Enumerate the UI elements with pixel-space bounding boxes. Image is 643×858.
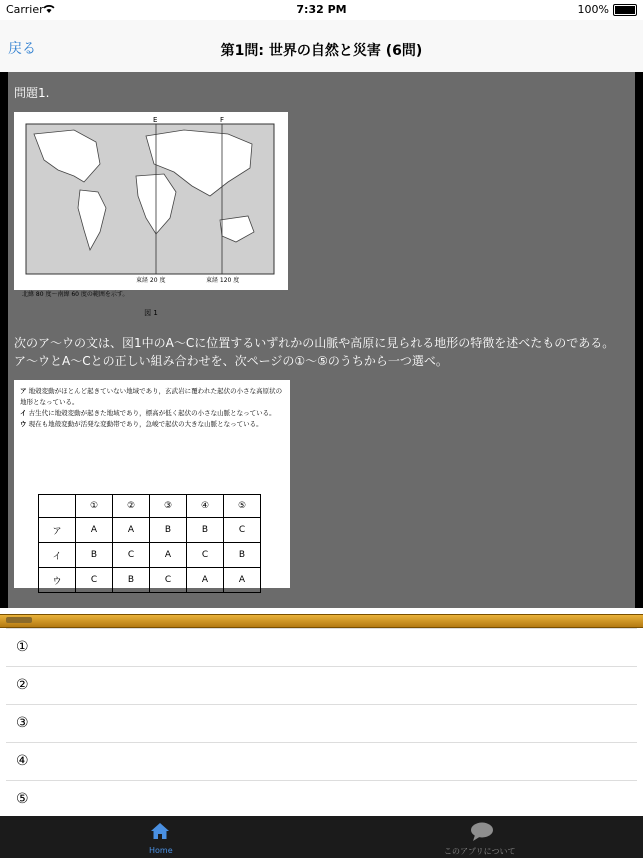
table-cell: A	[224, 568, 261, 593]
table-cell: A	[150, 543, 187, 568]
option-label: ④	[16, 753, 29, 769]
combination-table	[38, 494, 261, 593]
table-row-label: イ	[39, 543, 76, 568]
table-cell: C	[76, 568, 113, 593]
option-2[interactable]	[6, 666, 637, 704]
table-cell: C	[187, 543, 224, 568]
table-header: ①	[76, 495, 113, 518]
answer-table-figure	[14, 380, 290, 588]
table-cell: B	[187, 518, 224, 543]
resize-handle-bar[interactable]	[0, 614, 643, 628]
tab-home-label: Home	[149, 846, 173, 855]
table-cell: C	[113, 543, 150, 568]
option-3[interactable]	[6, 704, 637, 742]
navigation-bar	[0, 20, 643, 72]
tab-about[interactable]	[430, 816, 534, 858]
table-row-label: ウ	[39, 568, 76, 593]
statement-a: ア 地殻変動がほとんど起きていない地域であり，玄武岩に覆われた起伏の小さな高原状の地形となっている。	[20, 387, 283, 406]
question-number: 問題1.	[14, 86, 50, 100]
tab-home[interactable]	[130, 816, 190, 858]
option-5[interactable]	[6, 780, 637, 818]
battery-icon	[613, 4, 637, 16]
resize-grip[interactable]	[6, 617, 32, 623]
table-cell: A	[113, 518, 150, 543]
question-panel	[8, 72, 635, 608]
clock: 7:32 PM	[296, 3, 347, 16]
option-label: ⑤	[16, 791, 29, 807]
tab-about-label: このアプリについて	[444, 847, 516, 856]
table-header: ④	[187, 495, 224, 518]
table-cell: A	[187, 568, 224, 593]
table-header: ②	[113, 495, 150, 518]
house-icon	[150, 822, 170, 844]
table-cell: C	[150, 568, 187, 593]
status-bar	[0, 0, 643, 20]
table-row-label: ア	[39, 518, 76, 543]
statement-list	[20, 386, 284, 430]
carrier-label: Carrier	[6, 3, 44, 16]
map-lon20: 東経 20 度	[136, 277, 166, 284]
question-text: 次のア～ウの文は、図1中のA～Cに位置するいずれかの山脈や高原に見られる地形の特徴を述べたものである。ア～ウとA～Cとの正しい組み合わせを、次ページの①～⑤のうちから一つ選べ。	[14, 336, 615, 368]
table-cell: B	[76, 543, 113, 568]
map-note: 北緯 80 度～南緯 60 度の範囲を示す。	[22, 291, 129, 298]
page-title: 第1問: 世界の自然と災害 (6問)	[220, 43, 423, 59]
table-cell: C	[224, 518, 261, 543]
question-view[interactable]	[0, 72, 643, 625]
table-cell: B	[113, 568, 150, 593]
table-header: ③	[150, 495, 187, 518]
back-button[interactable]: 戻る	[8, 41, 36, 57]
option-label: ②	[16, 677, 29, 693]
statement-u: ウ 現在も地殻変動が活発な変動帯であり，急峻で起伏の大きな山脈となっている。	[20, 420, 263, 428]
map-lon120: 東経 120 度	[206, 277, 240, 284]
answer-options-list	[0, 628, 643, 816]
table-cell: B	[150, 518, 187, 543]
statement-i: イ 古生代に地殻変動が起きた地域であり，標高が低く起伏の小さな山脈となっている。	[20, 409, 276, 417]
option-1[interactable]	[6, 628, 637, 666]
option-label: ①	[16, 639, 29, 655]
tab-bar	[0, 816, 643, 858]
world-map-figure	[14, 112, 288, 317]
table-cell: A	[76, 518, 113, 543]
table-cell: B	[224, 543, 261, 568]
option-label: ③	[16, 715, 29, 731]
battery-percent: 100%	[577, 3, 609, 16]
speech-bubble-icon	[470, 822, 494, 846]
map-label-e: E	[153, 116, 158, 124]
option-4[interactable]	[6, 742, 637, 780]
map-label-f: F	[220, 116, 225, 124]
table-header: ⑤	[224, 495, 261, 518]
map-caption: 図 1	[144, 309, 158, 317]
